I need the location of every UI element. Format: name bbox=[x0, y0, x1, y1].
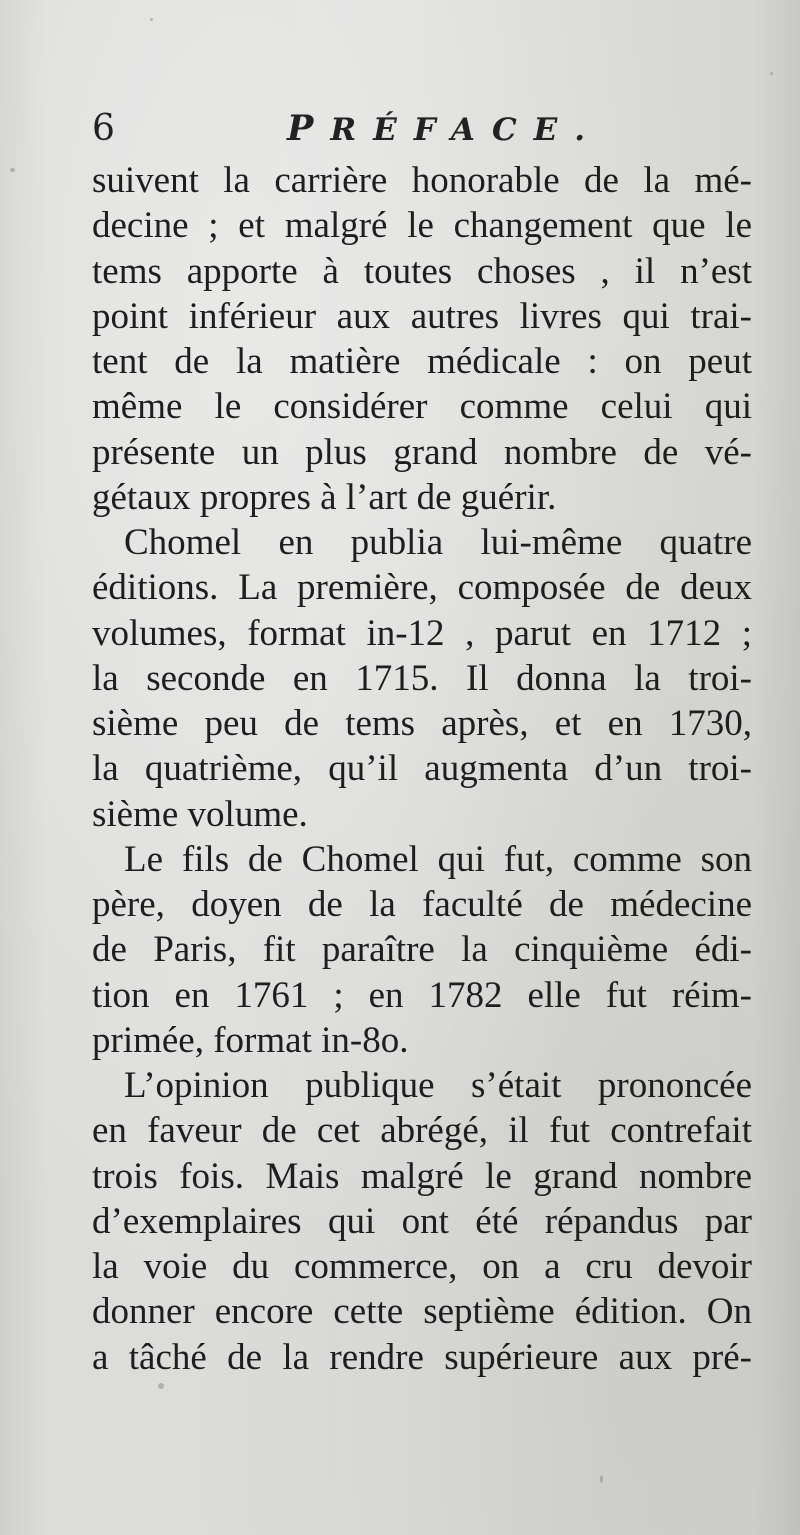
text-line: Chomel en publia lui-même quatre bbox=[124, 522, 752, 563]
paper-speck bbox=[158, 1383, 164, 1389]
text-line: même le considérer comme celui qui bbox=[92, 386, 752, 428]
text-line: Le fils de Chomel qui fut, comme son bbox=[124, 838, 752, 880]
text-line: a tâché de la rendre supérieure aux pré- bbox=[92, 1336, 752, 1378]
text-line: decine ; et malgré le changement que le bbox=[92, 205, 752, 247]
text-line: la quatrième, qu’il augmenta d’un troi- bbox=[92, 748, 752, 790]
text-line: volumes, format in-12 , parut en 1712 ; bbox=[92, 612, 752, 654]
running-head bbox=[287, 104, 602, 155]
text-line: tems apporte à toutes choses , il n’est bbox=[92, 250, 752, 292]
text-line: trois fois. Mais malgré le grand nombre bbox=[92, 1155, 752, 1197]
text-line: d’exemplaires qui ont été répandus par bbox=[92, 1200, 752, 1242]
page-header bbox=[92, 104, 752, 154]
paper-speck bbox=[10, 168, 15, 172]
paper-speck bbox=[600, 1475, 603, 1483]
text-line: point inférieur aux autres livres qui trai- bbox=[92, 295, 752, 337]
text-line: L’opinion publique s’était prononcée bbox=[124, 1065, 752, 1106]
page-number: 6 bbox=[92, 108, 115, 149]
text-line: sième peu de tems après, et en 1730, bbox=[92, 703, 752, 744]
text-line: éditions. La première, composée de deux bbox=[92, 567, 752, 609]
running-head-initial: P bbox=[287, 108, 331, 149]
text-line: donner encore cette septième édition. On bbox=[92, 1291, 752, 1333]
text-line: père, doyen de la faculté de médecine bbox=[92, 884, 752, 925]
text-line: tent de la matière médicale : on peut bbox=[92, 341, 752, 382]
text-line: la seconde en 1715. Il donna la troi- bbox=[92, 657, 752, 699]
text-line: gétaux propres à l’art de guérir. bbox=[92, 476, 557, 518]
text-line: en faveur de cet abrégé, il fut contrefait bbox=[92, 1110, 752, 1152]
body-text bbox=[92, 158, 752, 1380]
text-line: suivent la carrière honorable de la mé- bbox=[92, 160, 752, 201]
text-line: la voie du commerce, on a cru devoir bbox=[92, 1246, 752, 1287]
paper-speck bbox=[150, 18, 153, 21]
text-line: primée, format in-8o. bbox=[92, 1019, 409, 1061]
text-line: tion en 1761 ; en 1782 elle fut réim- bbox=[92, 974, 752, 1016]
text-line: sième volume. bbox=[92, 793, 308, 835]
paper-speck bbox=[770, 72, 773, 75]
text-line: de Paris, fit paraître la cinquième édi- bbox=[92, 929, 752, 971]
running-head-rest: RÉFACE. bbox=[330, 112, 603, 148]
text-line: présente un plus grand nombre de vé- bbox=[92, 431, 752, 473]
